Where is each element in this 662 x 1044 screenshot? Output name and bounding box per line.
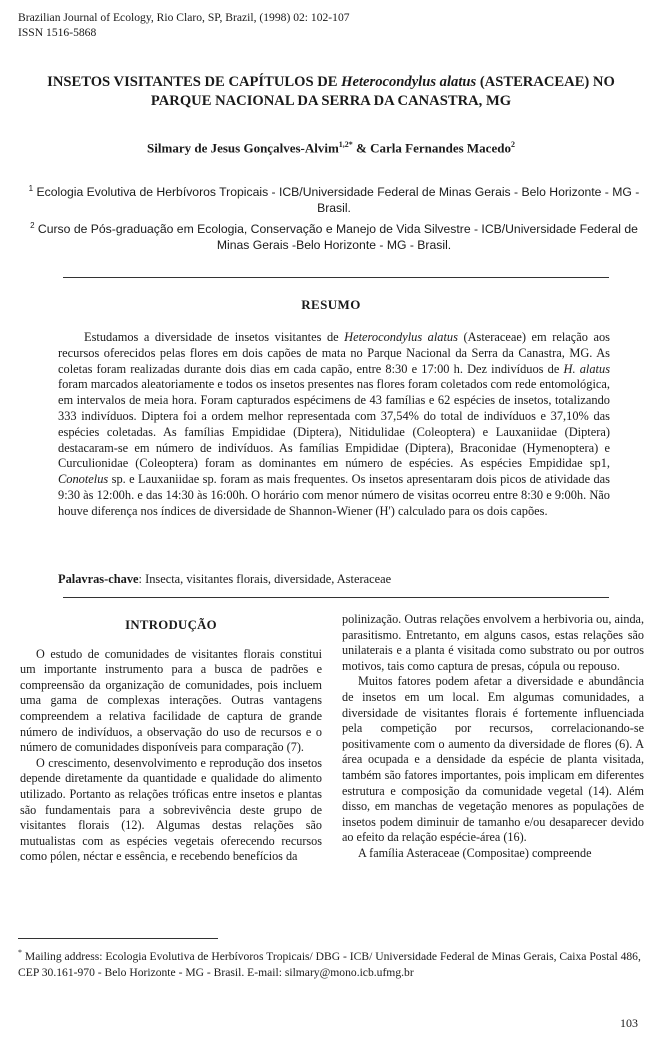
body-paragraph: Muitos fatores podem afetar a diversidade e abundância de insetos em um local. Em algumas comunidades, a diversidade de visitantes florais é fortemente influenciada pela competição por recursos, correlacionando-se positivamente com o aumento da diversidade de flores (6). A área ocupada e a densidade da espécie de planta visitada, também são fatores importantes, pois implicam em diferentes estrutura e composição da comunidade vegetal (14). Além disso, em manchas de vegetação menores as populações de insetos podem diminuir de tamanho e/ou desaparecer devido ao efeito da relação espécie-área (16). bbox=[342, 674, 644, 845]
abstract-heading: RESUMO bbox=[301, 297, 361, 312]
author-name: Silmary de Jesus Gonçalves-Alvim bbox=[147, 140, 339, 156]
species-name: Heterocondylus alatus bbox=[344, 330, 458, 344]
abstract-body bbox=[58, 330, 610, 520]
section-heading: INTRODUÇÃO bbox=[125, 618, 217, 632]
body-paragraph: O estudo de comunidades de visitantes florais constitui um importante instrumento para a busca de padrões e compreensão da organização de comunidades, pois incluem uma gama de complexas interações. Outras vantagens compreendem a relativa facilidade de captura de grande número de indivíduos, a observação do uso de recursos e o número de comunidades disponíveis para comparação (7). bbox=[20, 646, 322, 755]
affiliation-mark: 2 bbox=[30, 221, 35, 230]
author-marks: 1,2* bbox=[338, 140, 353, 149]
affiliation-text: Curso de Pós-graduação em Ecologia, Conservação e Manejo de Vida Silvestre - ICB/Universidade Federal de Minas Gerais -Belo Horizonte - MG - Brasil. bbox=[37, 222, 638, 253]
genus-name: Conotelus bbox=[58, 472, 109, 487]
author-separator: & bbox=[352, 140, 371, 156]
title-line-2: PARQUE NACIONAL DA SERRA DA CANASTRA, MG bbox=[150, 93, 512, 109]
author-name: Carla Fernandes Macedo bbox=[370, 140, 511, 156]
footnote-text: Mailing address: Ecologia Evolutiva de Herbívoros Tropicais/ DBG - ICB/ Universidade Federal de Minas Gerais, Caixa Postal 486, CEP 30.161-970 - Belo Horizonte - MG - Brasil. E-mail: silmary@mono.icb.ufmg.br bbox=[18, 949, 641, 979]
keywords-text: : Insecta, visitantes florais, diversidade, Asteraceae bbox=[138, 572, 392, 586]
affiliation-2 bbox=[26, 218, 642, 253]
right-column bbox=[342, 612, 644, 862]
affiliation-mark: 1 bbox=[28, 184, 34, 193]
body-paragraph: O crescimento, desenvolvimento e reprodução dos insetos depende diretamente da quantidade e qualidade do alimento utilizado. Portanto as relações tróficas entre insetos e plantas são fundamentais para a sobrevivência deste grupo de visitantes florais (12). Algumas destas relações são mutualistas com as espécies vegetais oferecendo recursos como pólen, néctar e essência, e recebendo benefícios da bbox=[20, 755, 322, 864]
journal-header bbox=[18, 10, 350, 40]
issn: ISSN 1516-5868 bbox=[18, 26, 97, 39]
body-paragraph: A família Asteraceae (Compositae) compreende bbox=[358, 845, 592, 860]
page-number: 103 bbox=[620, 1016, 638, 1030]
author-list bbox=[20, 140, 642, 156]
species-name: H. alatus bbox=[563, 361, 611, 376]
footnote-mark: * bbox=[18, 948, 22, 957]
footnote bbox=[18, 945, 646, 981]
keywords bbox=[58, 572, 610, 587]
abstract-text: Estudamos a diversidade de insetos visitantes de bbox=[84, 330, 345, 344]
article-title bbox=[20, 73, 642, 111]
body-paragraph: polinização. Outras relações envolvem a herbivoria ou, ainda, parasitismo. Entretanto, em alguns casos, estas relações são unilaterais e a planta é visitada como substrato ou por outros motivos, tais como captura de presas, cópula ou repouso. bbox=[342, 612, 644, 673]
abstract-text: foram marcados aleatoriamente e todos os insetos presentes nas flores foram coletados com rede entomológica, em intervalos de meia hora. Foram capturados espécimens de 43 famílias e 62 espécies de insetos, totalizando 333 indivíduos. Diptera foi a ordem melhor representada com 37,54% do total de indivíduos e 37,10% das espécies coletadas. As famílias Empididae (Diptera), Nitidulidae (Coleoptera) e Lauxaniidae (Diptera) destacaram-se em número de indivíduos. As famílias Empididae (Diptera), Braconidae (Hymenoptera) e Curculionidae (Coleoptera) foram as dominantes em número de espécies. As espécies Empididae sp1, bbox=[58, 377, 610, 471]
keywords-label: Palavras-chave bbox=[58, 572, 139, 586]
abstract-text: (Asteraceae) em relação aos recursos oferecidos pelas flores em dois capões de mata no Parque Nacional da Serra da Canastra, MG. As coletas foram realizadas durante dois dias em cada capão, entre 8:30 e 17:00 h. Dez indivíduos de bbox=[58, 330, 610, 376]
divider bbox=[63, 597, 609, 598]
title-text: INSETOS VISITANTES DE CAPÍTULOS DE bbox=[47, 74, 342, 90]
affiliation-text: Ecologia Evolutiva de Herbívoros Tropicais - ICB/Universidade Federal de Minas Gerais - Belo Horizonte - MG - Brasil. bbox=[36, 185, 640, 216]
divider bbox=[63, 277, 609, 278]
affiliation-1 bbox=[26, 181, 642, 216]
abstract-text: sp. e Lauxaniidae sp. foram as mais frequentes. Os insetos apresentaram dois picos de atividade das 9:30 às 12:00h. e das 14:30 às 16:00h. O horário com menor número de visitas ocorreu entre 8:30 e 9:00h. Não houve diferença nos índices de diversidade de Shannon-Wiener (H') calculado para os dois capões. bbox=[58, 472, 610, 518]
left-column bbox=[20, 618, 322, 865]
title-species: Heterocondylus alatus bbox=[341, 74, 477, 90]
author-marks: 2 bbox=[510, 140, 515, 149]
footnote-divider bbox=[18, 938, 218, 939]
journal-citation: Brazilian Journal of Ecology, Rio Claro, SP, Brazil, (1998) 02: 102-107 bbox=[18, 11, 350, 24]
title-text: (ASTERACEAE) NO bbox=[476, 74, 615, 90]
abstract-paragraph bbox=[58, 330, 610, 520]
title-line-1 bbox=[20, 73, 642, 92]
